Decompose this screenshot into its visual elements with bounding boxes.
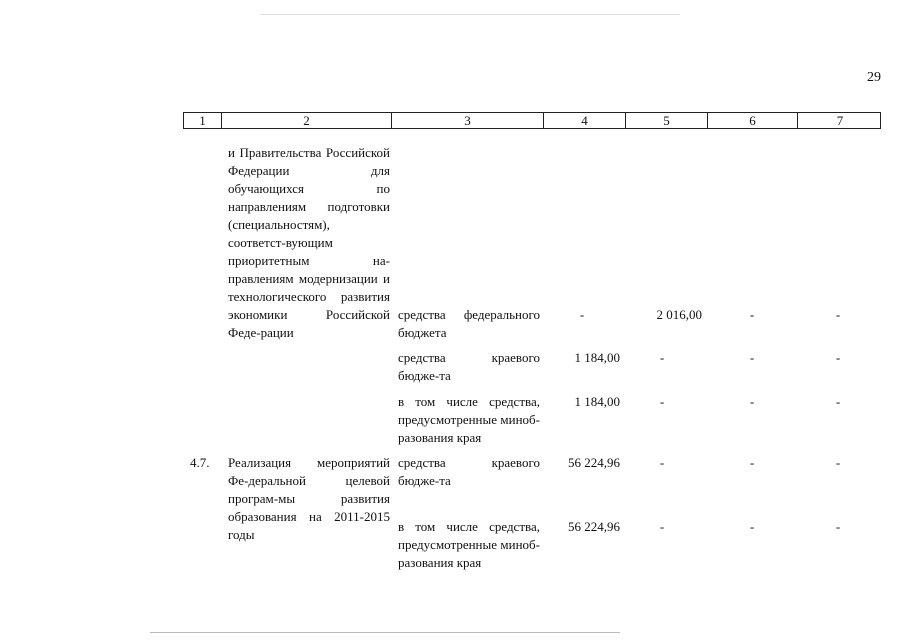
- row-5-c4: 56 224,96: [568, 519, 620, 534]
- row-5-source: в том числе средства, предусмотренные миноб-разования края: [398, 519, 540, 570]
- row-1-c4: -: [579, 307, 585, 322]
- row-4-source: средства краевого бюдже-та: [398, 455, 540, 488]
- row-3-c6: -: [749, 394, 755, 409]
- row-5-c7: -: [835, 519, 841, 534]
- header-col-1: 1: [184, 113, 222, 128]
- row-4-c5: -: [659, 455, 665, 470]
- row-2-c6: -: [749, 350, 755, 365]
- row-4-c6: -: [749, 455, 755, 470]
- table-header-row: [183, 112, 881, 129]
- row-2-c4: 1 184,00: [574, 350, 620, 365]
- row-5-c6: -: [749, 519, 755, 534]
- row-2-c7: -: [835, 350, 841, 365]
- row-3-source: в том числе средства, предусмотренные миноб-разования края: [398, 394, 540, 445]
- header-col-4: 4: [544, 113, 626, 128]
- row-3-c4: 1 184,00: [574, 394, 620, 409]
- row-4-name: Реализация мероприятий Фе-деральной целевой програм-мы развития образования на 2011-2015 годы: [228, 455, 390, 542]
- row-3-c5: -: [659, 394, 665, 409]
- row-0-name: и Правительства Российской Федерации для обучающихся по направлениям подготовки (специальностям), соответст-вующим приоритетным на-правлениям модернизации и технологического развития экономики Российской Феде-рации: [228, 145, 390, 340]
- row-1-c6: -: [749, 307, 755, 322]
- header-col-5: 5: [626, 113, 708, 128]
- row-1-c7: -: [835, 307, 841, 322]
- row-1-source: средства федерального бюджета: [398, 307, 540, 340]
- row-2-c5: -: [659, 350, 665, 365]
- row-5-c5: -: [659, 519, 665, 534]
- page-number: 29: [867, 70, 881, 85]
- header-col-7: 7: [836, 113, 844, 128]
- header-col-6: 6: [708, 113, 798, 128]
- scan-noise-bottom: [150, 632, 620, 633]
- row-3-c7: -: [835, 394, 841, 409]
- row-1-c5: 2 016,00: [656, 307, 702, 322]
- header-col-2: 2: [222, 113, 392, 128]
- row-4-c7: -: [835, 455, 841, 470]
- row-4-c4: 56 224,96: [568, 455, 620, 470]
- row-2-source: средства краевого бюдже-та: [398, 350, 540, 383]
- row-4-id: 4.7.: [190, 455, 210, 470]
- header-col-3: 3: [392, 113, 544, 128]
- scan-noise-top: [260, 14, 680, 15]
